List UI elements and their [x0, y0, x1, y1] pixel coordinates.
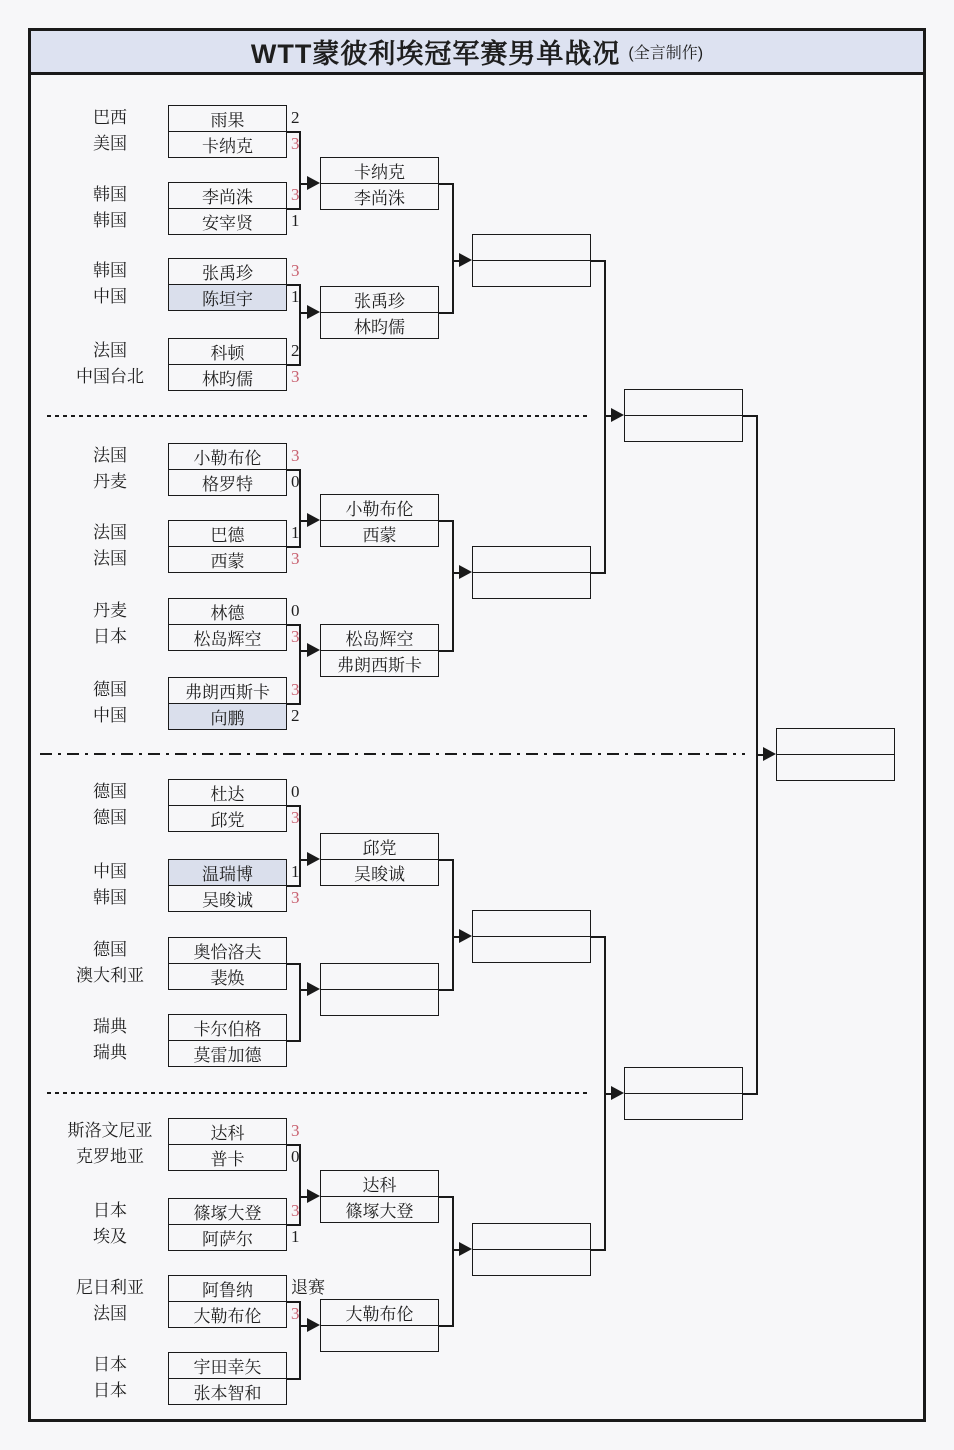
player-name: 松岛辉空 [169, 624, 286, 650]
score-label: 1 [291, 1227, 300, 1246]
bracket-connector-line [743, 1093, 758, 1095]
winner-name: 邱党 [362, 839, 397, 858]
second-round-box [320, 1299, 439, 1352]
player-name: 杜达 [210, 785, 245, 804]
bracket-connector-line [287, 1378, 301, 1380]
page-title: WTT蒙彼利埃冠军赛男单战况 [250, 39, 621, 69]
country-label: 法国 [93, 549, 127, 568]
player-name: 陈垣宇 [169, 284, 286, 310]
bracket-connector-line [287, 624, 301, 626]
final-box [776, 728, 895, 781]
score-label: 0 [291, 472, 300, 491]
score-label: 3 [291, 1304, 300, 1323]
first-round-match-box [168, 182, 287, 235]
score-label: 0 [291, 601, 300, 620]
second-round-box [320, 624, 439, 677]
winner-slot [473, 1224, 590, 1249]
bracket-connector-line [439, 859, 454, 861]
score-label: 3 [291, 1121, 300, 1140]
advance-arrow-icon [307, 643, 320, 657]
winner-slot [473, 911, 590, 936]
bracket-connector-line [287, 1301, 301, 1303]
first-round-match-box [168, 1014, 287, 1067]
score-label: 退赛 [291, 1278, 325, 1297]
player-name: 阿鲁纳 [202, 1281, 253, 1300]
first-round-match-box [168, 520, 287, 573]
winner-name: 达科 [362, 1176, 397, 1195]
bracket-connector-line [287, 885, 301, 887]
winner-slot [625, 1068, 742, 1093]
first-round-match-box [168, 859, 287, 912]
player-name: 吴晙诚 [169, 885, 286, 911]
first-round-match-box [168, 779, 287, 832]
player-name: 卡纳克 [169, 131, 286, 157]
bracket-connector-line [439, 183, 454, 185]
country-label: 斯洛文尼亚 [67, 1121, 153, 1140]
country-label: 韩国 [93, 261, 127, 280]
country-label: 日本 [93, 1355, 127, 1374]
advance-arrow-icon [307, 982, 320, 996]
winner-name: 小勒布伦 [345, 500, 414, 519]
country-label: 澳大利亚 [76, 966, 144, 985]
bracket-connector-line [604, 260, 606, 574]
score-label: 3 [291, 808, 300, 827]
bracket-connector-line [287, 703, 301, 705]
first-round-match-box [168, 105, 287, 158]
advance-arrow-icon [459, 253, 472, 267]
score-label: 3 [291, 680, 300, 699]
advance-arrow-icon [459, 929, 472, 943]
bracket-connector-line [287, 546, 301, 548]
player-name: 安宰贤 [169, 208, 286, 234]
player-name: 邱党 [169, 805, 286, 831]
player-name: 莫雷加德 [169, 1040, 286, 1066]
winner-name: 篠塚大登 [321, 1196, 438, 1222]
credit-label: (全言制作) [628, 45, 704, 62]
player-name: 林昀儒 [169, 364, 286, 390]
winner-name: 李尚洙 [321, 183, 438, 209]
country-label: 巴西 [93, 108, 127, 127]
bracket-connector-line [439, 1325, 454, 1327]
score-label: 0 [291, 782, 300, 801]
score-label [291, 1040, 351, 1066]
second-round-box [320, 833, 439, 886]
advance-arrow-icon [763, 747, 776, 761]
player-name: 弗朗西斯卡 [185, 683, 270, 702]
winner-slot [625, 1093, 742, 1119]
country-label: 法国 [93, 341, 127, 360]
country-label: 克罗地亚 [76, 1147, 144, 1166]
bracket-connector-line [287, 208, 301, 210]
title-bar [31, 31, 923, 75]
score-label: 1 [291, 211, 300, 230]
player-name: 西蒙 [169, 546, 286, 572]
bracket-connector-line [299, 624, 301, 705]
bracket-connector-line [452, 520, 454, 652]
country-label: 丹麦 [93, 601, 127, 620]
advance-arrow-icon [611, 1086, 624, 1100]
winner-name: 松岛辉空 [345, 630, 414, 649]
country-label: 瑞典 [93, 1017, 127, 1036]
score-label: 3 [291, 446, 300, 465]
country-label: 韩国 [93, 888, 127, 907]
score-label: 2 [291, 108, 300, 127]
score-label: 1 [291, 862, 300, 881]
advance-arrow-icon [307, 176, 320, 190]
bracket-connector-line [287, 131, 301, 133]
bracket-connector-line [287, 1144, 301, 1146]
country-label: 法国 [93, 1304, 127, 1323]
section-divider-dotted-bottom [47, 1092, 591, 1094]
advance-arrow-icon [611, 408, 624, 422]
winner-name [321, 989, 438, 1015]
player-name: 阿萨尔 [169, 1224, 286, 1250]
winner-slot [473, 235, 590, 260]
player-name: 李尚洙 [202, 188, 253, 207]
player-name: 张禹珍 [202, 264, 253, 283]
second-round-box [320, 157, 439, 210]
score-label: 2 [291, 706, 300, 725]
bracket-connector-line [287, 284, 301, 286]
country-label: 尼日利亚 [76, 1278, 144, 1297]
bracket-connector-line [743, 415, 758, 417]
bracket-connector-line [299, 805, 301, 887]
winner-name: 弗朗西斯卡 [321, 650, 438, 676]
score-label [291, 937, 351, 963]
quarterfinal-box [472, 910, 591, 963]
winner-slot [473, 572, 590, 598]
winner-slot [473, 260, 590, 286]
country-label: 韩国 [93, 211, 127, 230]
bracket-connector-line [299, 963, 301, 1042]
country-label: 法国 [93, 446, 127, 465]
country-label: 日本 [93, 1381, 127, 1400]
bracket-connector-line [287, 1224, 301, 1226]
country-label: 德国 [93, 808, 127, 827]
advance-arrow-icon [307, 1318, 320, 1332]
country-label: 法国 [93, 523, 127, 542]
advance-arrow-icon [307, 305, 320, 319]
semifinal-box [624, 389, 743, 442]
second-round-box [320, 286, 439, 339]
first-round-match-box [168, 677, 287, 730]
bracket-connector-line [287, 364, 301, 366]
winner-slot [473, 1249, 590, 1275]
winner-name: 大勒布伦 [345, 1305, 414, 1324]
score-label: 3 [291, 549, 300, 568]
player-name: 奥恰洛夫 [193, 943, 262, 962]
bracket-connector-line [287, 805, 301, 807]
score-label: 2 [291, 341, 300, 360]
winner-slot [777, 754, 894, 780]
bracket-connector-line [287, 1040, 301, 1042]
second-round-box [320, 494, 439, 547]
advance-arrow-icon [307, 1189, 320, 1203]
country-label: 中国台北 [76, 367, 144, 386]
bracket-connector-line [299, 469, 301, 548]
country-label: 日本 [93, 627, 127, 646]
advance-arrow-icon [307, 513, 320, 527]
bracket-connector-line [439, 650, 454, 652]
winner-slot [625, 415, 742, 441]
score-label: 1 [291, 287, 300, 306]
winner-name: 林昀儒 [321, 312, 438, 338]
player-name: 格罗特 [169, 469, 286, 495]
country-label: 埃及 [93, 1227, 127, 1246]
bracket-connector-line [439, 312, 454, 314]
winner-slot [625, 390, 742, 415]
bracket-connector-line [591, 936, 606, 938]
score-label: 3 [291, 627, 300, 646]
bracket-connector-line [299, 1144, 301, 1226]
country-label: 丹麦 [93, 472, 127, 491]
bracket-connector-line [299, 284, 301, 366]
winner-slot [777, 729, 894, 754]
bracket-connector-line [439, 520, 454, 522]
score-label: 3 [291, 367, 300, 386]
winner-name: 吴晙诚 [321, 859, 438, 885]
winner-slot [473, 547, 590, 572]
quarterfinal-box [472, 546, 591, 599]
bracket-connector-line [452, 183, 454, 314]
player-name: 普卡 [169, 1144, 286, 1170]
winner-name: 卡纳克 [354, 163, 405, 182]
country-label: 中国 [93, 287, 127, 306]
first-round-match-box [168, 598, 287, 651]
country-label: 德国 [93, 940, 127, 959]
bracket-connector-line [299, 131, 301, 210]
bracket-connector-line [287, 963, 301, 965]
advance-arrow-icon [459, 565, 472, 579]
country-label: 美国 [93, 134, 127, 153]
country-label: 韩国 [93, 185, 127, 204]
semifinal-box [624, 1067, 743, 1120]
first-round-match-box [168, 937, 287, 990]
player-name: 裴焕 [169, 963, 286, 989]
player-name: 科顿 [210, 344, 245, 363]
score-label: 3 [291, 185, 300, 204]
first-round-match-box [168, 1198, 287, 1251]
bracket-connector-line [591, 1249, 606, 1251]
first-round-match-box [168, 1352, 287, 1405]
country-label: 日本 [93, 1201, 127, 1220]
section-divider-dashdot-middle [40, 753, 745, 755]
player-name: 张本智和 [169, 1378, 286, 1404]
score-label: 3 [291, 134, 300, 153]
quarterfinal-box [472, 1223, 591, 1276]
bracket-connector-line [287, 469, 301, 471]
score-label: 3 [291, 888, 300, 907]
country-label: 德国 [93, 782, 127, 801]
advance-arrow-icon [307, 852, 320, 866]
quarterfinal-box [472, 234, 591, 287]
bracket-connector-line [299, 1301, 301, 1380]
player-name: 达科 [210, 1124, 245, 1143]
second-round-box [320, 1170, 439, 1223]
winner-slot [473, 936, 590, 962]
winner-name: 西蒙 [321, 520, 438, 546]
country-label: 中国 [93, 706, 127, 725]
score-label: 3 [291, 1201, 300, 1220]
player-name: 温瑞博 [169, 860, 286, 885]
first-round-match-box [168, 443, 287, 496]
bracket-connector-line [439, 1196, 454, 1198]
bracket-connector-line [591, 572, 606, 574]
bracket-connector-line [452, 1196, 454, 1327]
score-label: 1 [291, 523, 300, 542]
player-name: 大勒布伦 [169, 1301, 286, 1327]
country-label: 中国 [93, 862, 127, 881]
player-name: 巴德 [210, 526, 245, 545]
bracket-connector-line [439, 989, 454, 991]
section-divider-dotted-top [47, 415, 591, 417]
score-label [291, 1378, 351, 1404]
second-round-box [320, 963, 439, 1016]
advance-arrow-icon [459, 1242, 472, 1256]
winner-name: 张禹珍 [354, 292, 405, 311]
player-name: 雨果 [210, 111, 245, 130]
bracket-connector-line [591, 260, 606, 262]
country-label: 德国 [93, 680, 127, 699]
player-name: 小勒布伦 [193, 449, 262, 468]
first-round-match-box [168, 338, 287, 391]
winner-name [321, 964, 438, 989]
country-label: 瑞典 [93, 1043, 127, 1062]
first-round-match-box [168, 1275, 287, 1328]
player-name: 向鹏 [169, 703, 286, 729]
bracket-connector-line [452, 859, 454, 991]
winner-name [321, 1325, 438, 1351]
first-round-match-box [168, 258, 287, 311]
player-name: 宇田幸矢 [193, 1358, 262, 1377]
player-name: 卡尔伯格 [193, 1020, 262, 1039]
score-label: 3 [291, 261, 300, 280]
first-round-match-box [168, 1118, 287, 1171]
player-name: 林德 [210, 604, 245, 623]
score-label: 0 [291, 1147, 300, 1166]
player-name: 篠塚大登 [193, 1204, 262, 1223]
